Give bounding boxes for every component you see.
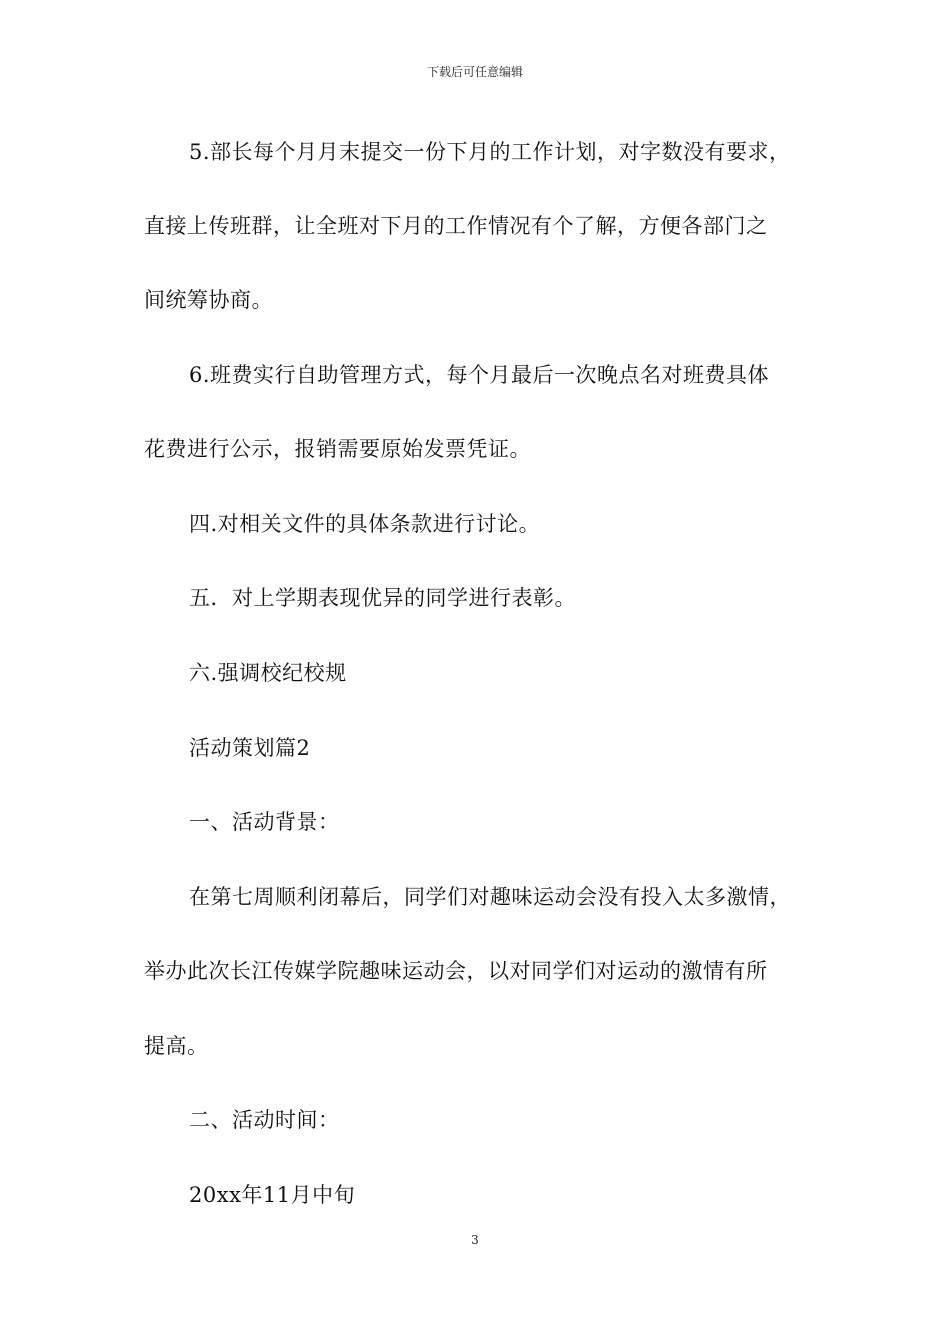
section-heading: 六.强调校纪校规	[189, 661, 347, 685]
paragraph-line: 6.班费实行自助管理方式，每个月最后一次晚点名对班费具体	[189, 363, 770, 387]
section-heading: 四.对相关文件的具体条款进行讨论。	[189, 512, 541, 536]
paragraph-line: 20xx年11月中旬	[189, 1183, 356, 1207]
paragraph-line: 提高。	[144, 1034, 209, 1058]
paragraph-line: 举办此次长江传媒学院趣味运动会，以对同学们对运动的激情有所	[144, 959, 768, 983]
paragraph-line: 花费进行公示，报销需要原始发票凭证。	[144, 437, 531, 461]
section-heading: 一、活动背景：	[189, 810, 340, 834]
article-title: 活动策划篇2	[189, 736, 311, 760]
paragraph-line: 直接上传班群，让全班对下月的工作情况有个了解，方便各部门之	[144, 214, 768, 238]
paragraph-line: 在第七周顺利闭幕后，同学们对趣味运动会没有投入太多激情，	[189, 885, 791, 909]
paragraph-line: 5.部长每个月月末提交一份下月的工作计划，对字数没有要求，	[189, 140, 791, 164]
section-heading: 五．对上学期表现优异的同学进行表彰。	[189, 586, 576, 610]
page-header: 下载后可任意编辑	[426, 65, 523, 79]
paragraph-line: 间统筹协商。	[144, 288, 273, 312]
page-number: 3	[471, 1233, 479, 1247]
section-heading: 二、活动时间：	[189, 1108, 340, 1132]
